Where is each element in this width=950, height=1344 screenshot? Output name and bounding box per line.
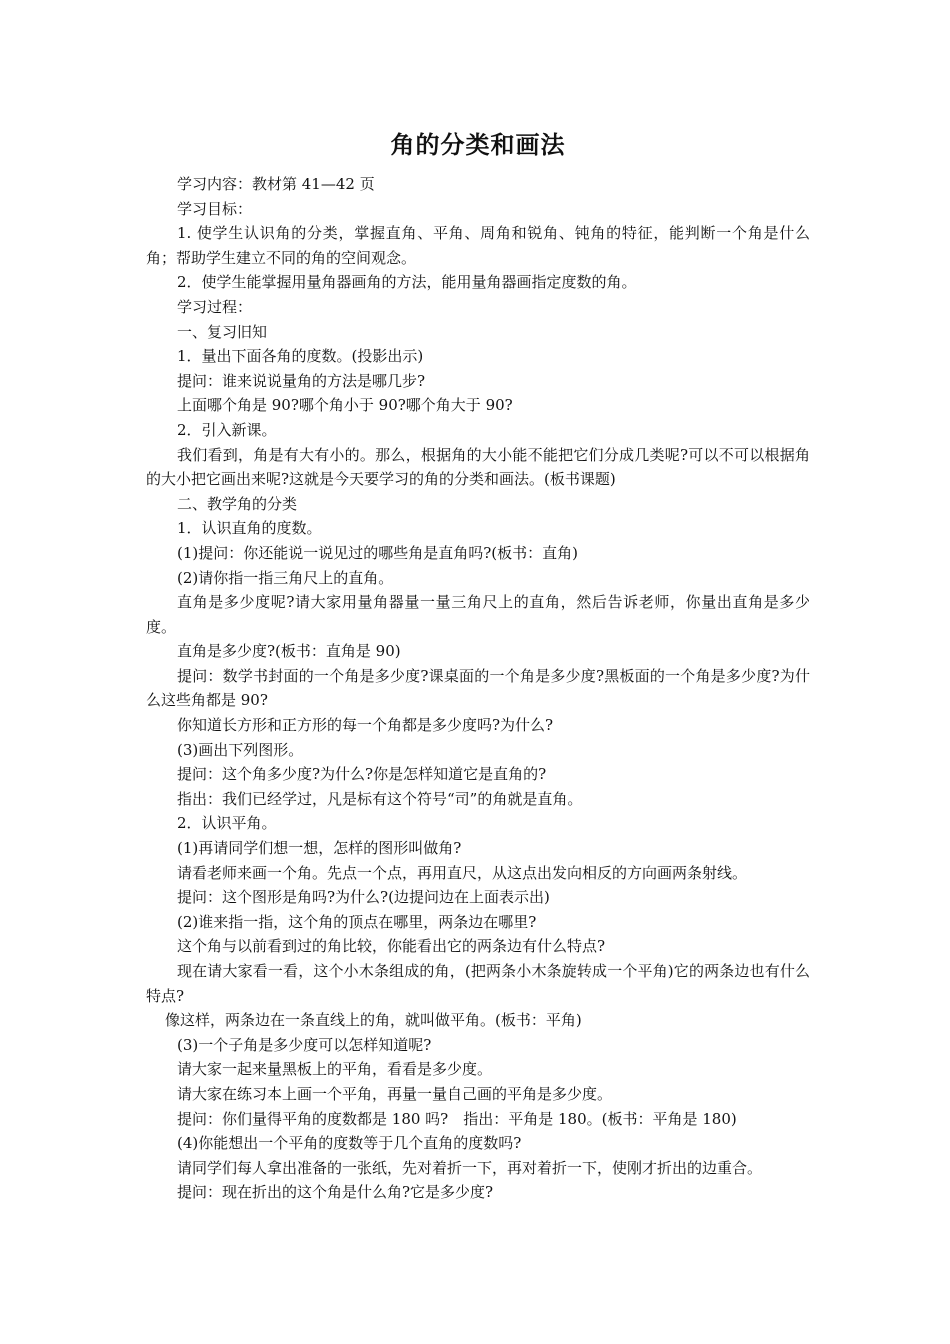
paragraph: 学习过程： — [177, 297, 253, 316]
paragraph: 二、教学角的分类 — [177, 494, 298, 513]
paragraph: 1. 使学生认识角的分类，掌握直角、平角、周角和锐角、钝角的特征，能判断一个角是什么角；帮助学生建立不同的角的空间观念。 — [146, 224, 810, 267]
paragraph: (1)再请同学们想一想，怎样的图形叫做角? — [177, 839, 462, 858]
paragraph: (2)请你指一指三角尺上的直角。 — [177, 568, 394, 587]
paragraph: (4)你能想出一个平角的度数等于几个直角的度数吗? — [177, 1134, 522, 1153]
document-title: 角的分类和画法 — [390, 130, 566, 159]
paragraph: 提问：这个角多少度?为什么?你是怎样知道它是直角的? — [177, 765, 547, 784]
paragraph: (2)谁来指一指，这个角的顶点在哪里，两条边在哪里? — [177, 912, 537, 931]
document-page — [146, 128, 810, 1205]
paragraph: 学习内容：教材第 41—42 页 — [177, 175, 375, 193]
paragraph: 2．认识平角。 — [177, 814, 277, 833]
paragraph: 请看老师来画一个角。先点一个点，再用直尺，从这点出发向相反的方向画两条射线。 — [177, 863, 748, 882]
paragraph: 请同学们每人拿出准备的一张纸，先对着折一下，再对着折一下，使刚才折出的边重合。 — [177, 1158, 763, 1177]
paragraph: 提问：你们量得平角的度数都是 180 吗? 指出：平角是 180。(板书：平角是 180) — [177, 1109, 737, 1128]
paragraph: 请大家一起来量黑板上的平角，看看是多少度。 — [177, 1060, 493, 1079]
paragraph: 提问：这个图形是角吗?为什么?(边提问边在上面表示出) — [177, 888, 550, 907]
paragraph: (3)一个子角是多少度可以怎样知道呢? — [177, 1035, 432, 1054]
paragraph: 一、复习旧知 — [177, 322, 268, 341]
paragraph: 直角是多少度?(板书：直角是 90) — [177, 642, 401, 661]
paragraph: 请大家在练习本上画一个平角，再量一量自己画的平角是多少度。 — [177, 1084, 613, 1103]
paragraph: 上面哪个角是 90?哪个角小于 90?哪个角大于 90? — [177, 396, 513, 415]
paragraph: 我们看到，角是有大有小的。那么，根据角的大小能不能把它们分成几类呢?可以不可以根据角的大小把它画出来呢?这就是今天要学习的角的分类和画法。(板书课题) — [146, 445, 810, 489]
paragraph: 提问：数学书封面的一个角是多少度?课桌面的一个角是多少度?黑板面的一个角是多少度?为什么这些角都是 90? — [146, 666, 810, 710]
paragraph: 2．引入新课。 — [177, 420, 277, 439]
paragraph: 现在请大家看一看，这个小木条组成的角，(把两条小木条旋转成一个平角)它的两条边也有什么特点? — [146, 962, 810, 1005]
paragraph: 提问：谁来说说量角的方法是哪几步? — [177, 371, 426, 390]
paragraph: 1．认识直角的度数。 — [177, 519, 322, 538]
paragraph: 提问：现在折出的这个角是什么角?它是多少度? — [177, 1183, 494, 1202]
paragraph: 直角是多少度呢?请大家用量角器量一量三角尺上的直角，然后告诉老师，你量出直角是多少度。 — [146, 593, 810, 636]
paragraph: 这个角与以前看到过的角比较，你能看出它的两条边有什么特点? — [177, 937, 606, 956]
paragraph: 像这样，两条边在一条直线上的角，就叫做平角。(板书：平角) — [165, 1011, 582, 1030]
paragraph: 1．量出下面各角的度数。(投影出示) — [177, 347, 424, 366]
paragraph: 指出：我们已经学过，凡是标有这个符号“司”的角就是直角。 — [177, 789, 583, 808]
paragraph: 2．使学生能掌握用量角器画角的方法，能用量角器画指定度数的角。 — [177, 273, 637, 292]
paragraph: 学习目标： — [177, 199, 253, 218]
paragraph: 你知道长方形和正方形的每一个角都是多少度吗?为什么? — [177, 716, 554, 735]
paragraph: (1)提问：你还能说一说见过的哪些角是直角吗?(板书：直角) — [177, 543, 578, 562]
paragraph: (3)画出下列图形。 — [177, 740, 304, 759]
